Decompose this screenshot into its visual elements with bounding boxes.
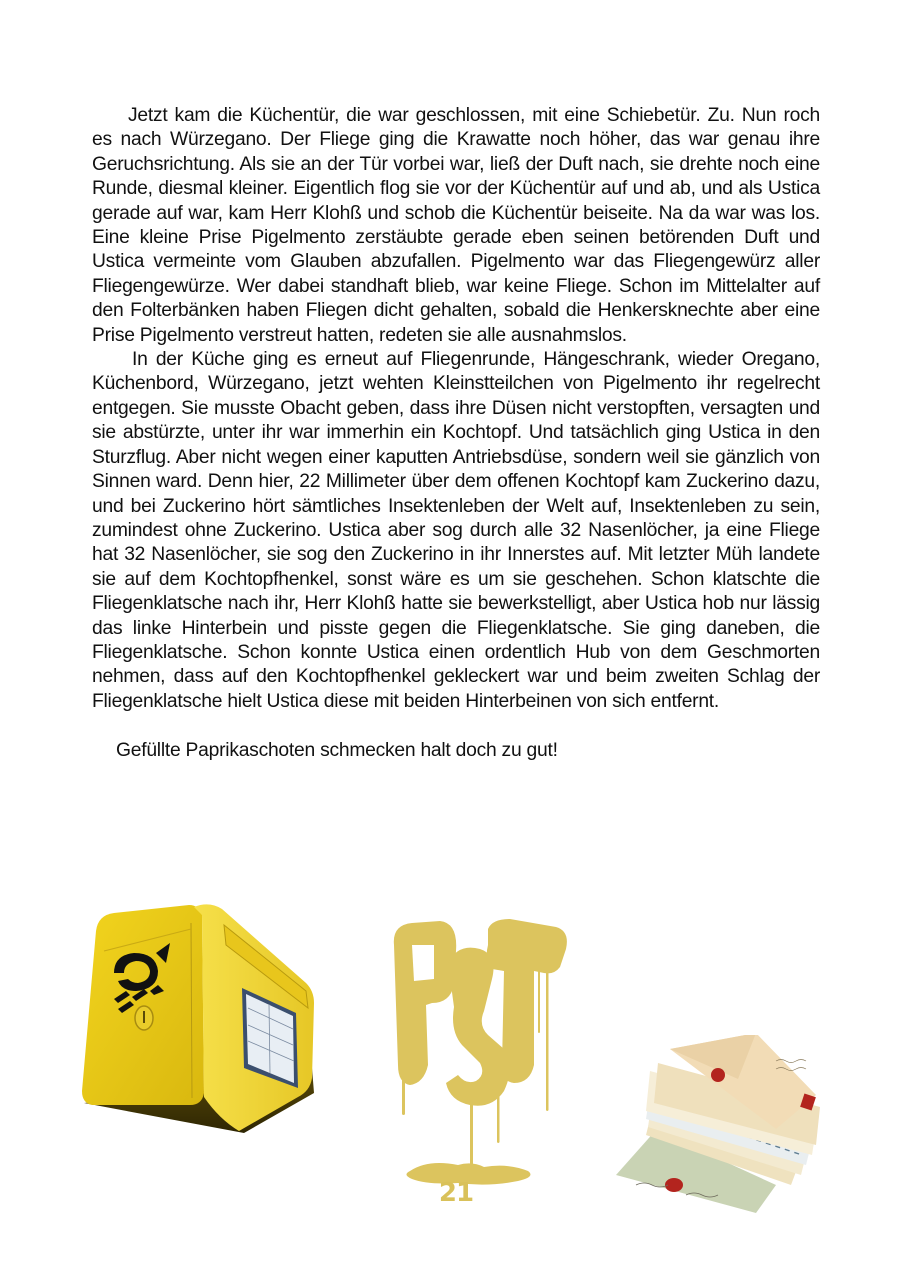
mailbox-image bbox=[74, 893, 324, 1158]
body-text bbox=[92, 104, 820, 764]
letters-image bbox=[606, 1035, 836, 1215]
paragraph-2: In der Küche ging es erneut auf Fliegenrunde, Hängeschrank, wieder Oregano, Küchenbord, Würzegano, jetzt wehten Kleinstteilchen von Pigelmento ihr regelrecht entgegen. Sie musste Obacht geben, dass ihre Düsen nicht verstopften, versagten und sie abstürzte, unter ihr war immerhin ein Kochtopf. Und tatsächlich ging Ustica in den Sturzflug. Aber nicht wegen einer kaputten Antriebsdüse, sondern weil sie gänzlich von Sinnen ward. Denn hier, 22 Millimeter über dem offenen Kochtopf kam Zuckerino dazu, und bei Zuckerino hört sämtliches Insektenleben der Welt auf, Insektenleben zu sein, zumindest ohne Zuckerino. Ustica aber sog durch alle 32 Nasenlöcher, ja eine Fliege hat 32 Nasenlöcher, sie sog den Zuckerino in ihr Innerstes auf. Mit letzter Müh landete sie auf dem Kochtopfhenkel, sonst wäre es um sie geschehen. Schon klatschte die Fliegenklatsche nach ihr, Herr Klohß hatte sie bewerkstelligt, aber Ustica hob nur lässig das linke Hinterbein und pisste gegen die Fliegenklatsche. Sie ging daneben, die Fliegenklatsche. Schon konnte Ustica einen ordentlich Hub von dem Geschmorten nehmen, dass auf den Kochtopfhenkel gekleckert war und beim zweiten Schlag der Fliegenklatsche hielt Ustica diese mit beiden Hinterbeinen von sich entfernt. bbox=[92, 349, 820, 712]
pst-drip-logo bbox=[388, 915, 568, 1215]
page-number: 21 bbox=[438, 1178, 474, 1208]
closing-line: Gefüllte Paprikaschoten schmecken halt doch zu gut! bbox=[116, 740, 558, 762]
paragraph-1: Jetzt kam die Küchentür, die war geschlossen, mit eine Schiebetür. Zu. Nun roch es nach Würzegano. Der Fliege ging die Krawatte noch höher, das war genau ihre Geruchsrichtung. Als sie an der Tür vorbei war, ließ der Duft nach, sie drehte noch eine Runde, diesmal kleiner. Eigentlich flog sie vor der Küchentür auf und ab, und als Ustica gerade auf war, kam Herr Klohß und schob die Küchentür beiseite. Na da war was los. Eine kleine Prise Pigelmento zerstäubte gerade eben seinen betörenden Duft und Ustica vermeinte vom Glauben abzufallen. Pigelmento war das Fliegengewürz aller Fliegengewürze. Wer dabei standhaft blieb, war keine Fliege. Schon im Mittelalter auf den Folterbänken haben Fliegen dicht gehalten, sobald die Henkersknechte aber eine Prise Pigelmento verstreut hatten, redeten sie alle ausnahmslos. bbox=[92, 105, 820, 346]
